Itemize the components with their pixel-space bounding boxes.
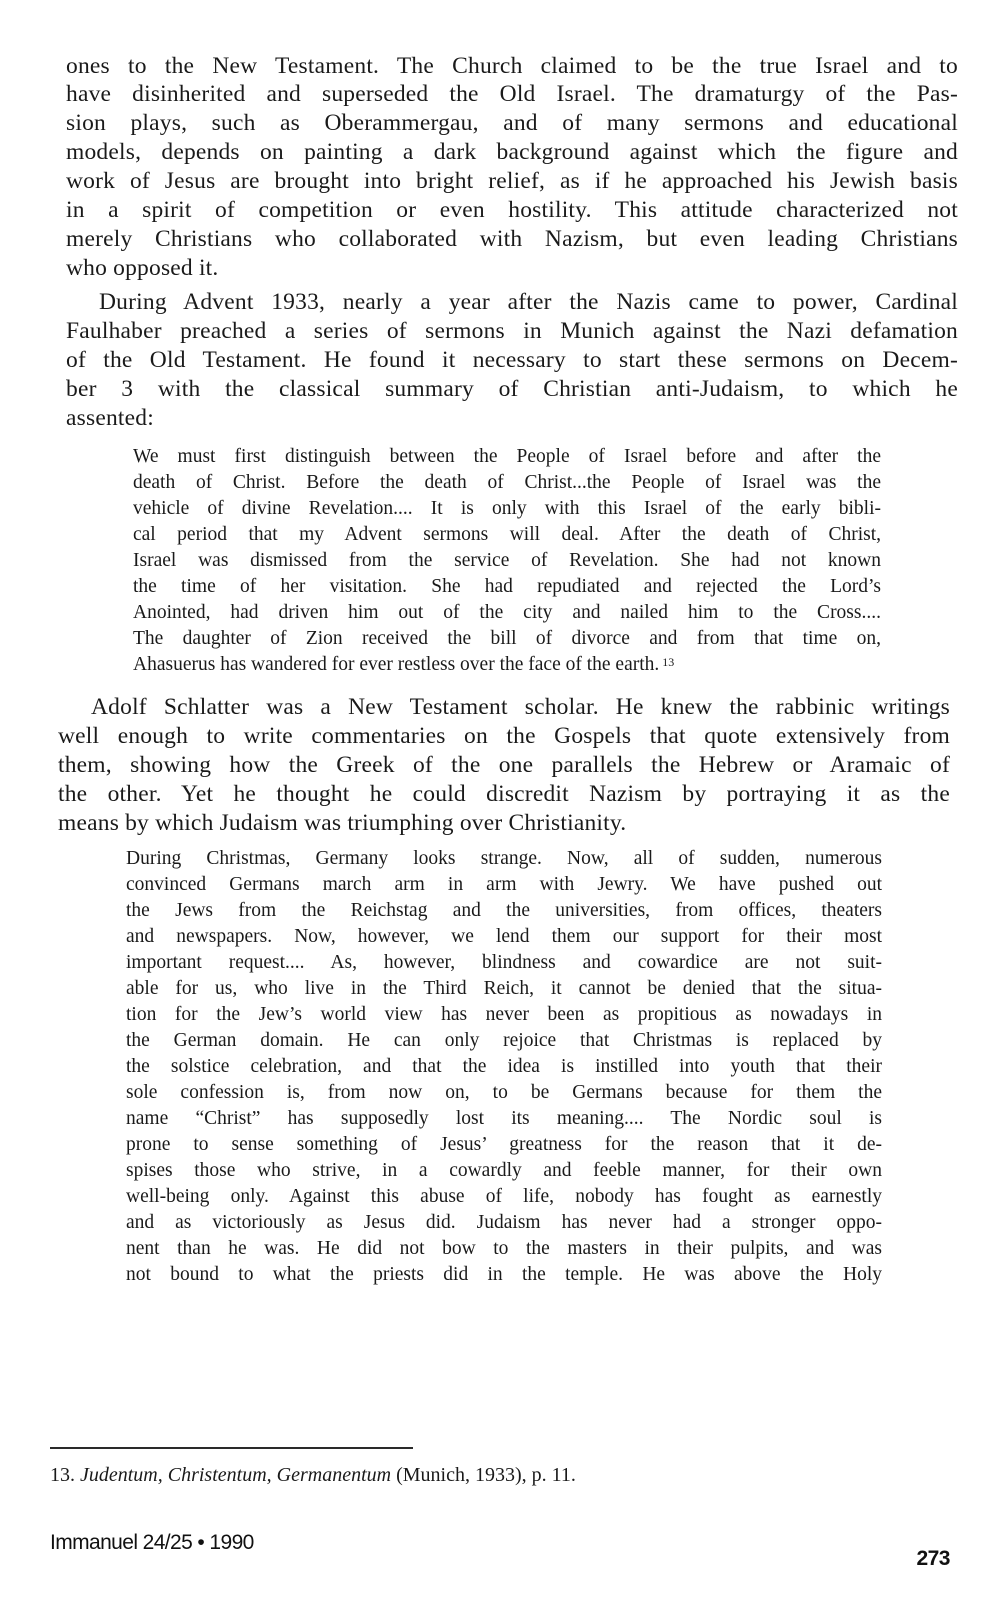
text-line: models, depends on painting a dark background against which the figure and <box>66 139 958 165</box>
text-line: means by which Judaism was triumphing over Christianity. <box>58 810 627 836</box>
text-line: the other. Yet he thought he could discredit Nazism by portraying it as the <box>58 781 950 807</box>
quote-line: death of Christ. Before the death of Christ...the People of Israel was the <box>133 472 881 493</box>
quote-line: convinced Germans march arm in arm with Jewry. We have pushed out <box>126 874 882 895</box>
quote-line: spises those who strive, in a cowardly and feeble manner, for their own <box>126 1160 882 1181</box>
quote-line: well-being only. Against this abuse of life, nobody has fought as earnestly <box>126 1186 882 1207</box>
text-line: in a spirit of competition or even hostility. This attitude characterized not <box>66 197 958 223</box>
footnote-citation: (Munich, 1933), p. 11. <box>391 1464 576 1486</box>
quote-line-text: Ahasuerus has wandered for ever restless over the face of the earth. <box>133 654 660 675</box>
quote-line: the Jews from the Reichstag and the universities, from offices, theaters <box>126 900 882 921</box>
text-line: merely Christians who collaborated with Nazism, but even leading Christians <box>66 226 958 252</box>
footnote-reference[interactable]: 13 <box>662 655 675 669</box>
text-line: of the Old Testament. He found it necessary to start these sermons on Decem- <box>66 347 958 373</box>
text-line: Adolf Schlatter was a New Testament scholar. He knew the rabbinic writings <box>91 694 950 720</box>
quote-line: During Christmas, Germany looks strange. Now, all of sudden, numerous <box>126 848 882 869</box>
journal-footer: Immanuel 24/25 • 1990 <box>50 1531 254 1554</box>
quote-line: and as victoriously as Jesus did. Judaism has never had a stronger oppo- <box>126 1212 882 1233</box>
quote-line: the time of her visitation. She had repudiated and rejected the Lord’s <box>133 576 881 597</box>
quote-line: name “Christ” has supposedly lost its meaning.... The Nordic soul is <box>126 1108 882 1129</box>
text-line: who opposed it. <box>66 255 219 281</box>
quote-line: vehicle of divine Revelation.... It is only with this Israel of the early bibli- <box>133 498 881 519</box>
text-line: have disinherited and superseded the Old Israel. The dramaturgy of the Pas- <box>66 81 958 107</box>
quote-line: the German domain. He can only rejoice that Christmas is replaced by <box>126 1030 882 1051</box>
quote-line: The daughter of Zion received the bill of divorce and from that time on, <box>133 628 881 649</box>
quote-line: cal period that my Advent sermons will deal. After the death of Christ, <box>133 524 881 545</box>
text-line: ber 3 with the classical summary of Christian anti-Judaism, to which he <box>66 376 958 402</box>
page-number: 273 <box>916 1547 950 1570</box>
quote-line: tion for the Jew’s world view has never been as propitious as nowadays in <box>126 1004 882 1025</box>
text-line: assented: <box>66 405 154 431</box>
quote-line: the solstice celebration, and that the idea is instilled into youth that their <box>126 1056 882 1077</box>
text-line: sion plays, such as Oberammergau, and of many sermons and educational <box>66 110 958 136</box>
text-line: ones to the New Testament. The Church claimed to be the true Israel and to <box>66 53 958 79</box>
footnote-13 <box>50 1462 576 1488</box>
text-line: them, showing how the Greek of the one parallels the Hebrew or Aramaic of <box>58 752 950 778</box>
text-line: work of Jesus are brought into bright relief, as if he approached his Jewish basis <box>66 168 958 194</box>
quote-line: and newspapers. Now, however, we lend them our support for their most <box>126 926 882 947</box>
quote-line: able for us, who live in the Third Reich, it cannot be denied that the situa- <box>126 978 882 999</box>
quote-line: nent than he was. He did not bow to the masters in their pulpits, and was <box>126 1238 882 1259</box>
quote-line: prone to sense something of Jesus’ greatness for the reason that it de- <box>126 1134 882 1155</box>
quote-line: Israel was dismissed from the service of Revelation. She had not known <box>133 550 881 571</box>
quote-line: Anointed, had driven him out of the city and nailed him to the Cross.... <box>133 602 881 623</box>
quote-line <box>133 652 881 677</box>
footnote-separator <box>50 1447 413 1449</box>
text-line: well enough to write commentaries on the Gospels that quote extensively from <box>58 723 950 749</box>
footnote-number: 13. <box>50 1464 75 1486</box>
footnote-title: Judentum, Christentum, Germanentum <box>80 1464 392 1486</box>
text-line: During Advent 1933, nearly a year after the Nazis came to power, Cardinal <box>99 289 958 315</box>
text-line: Faulhaber preached a series of sermons in Munich against the Nazi defamation <box>66 318 958 344</box>
quote-line: not bound to what the priests did in the temple. He was above the Holy <box>126 1264 882 1285</box>
quote-line: important request.... As, however, blindness and cowardice are not suit- <box>126 952 882 973</box>
quote-line: sole confession is, from now on, to be Germans because for them the <box>126 1082 882 1103</box>
quote-line: We must first distinguish between the People of Israel before and after the <box>133 446 881 467</box>
